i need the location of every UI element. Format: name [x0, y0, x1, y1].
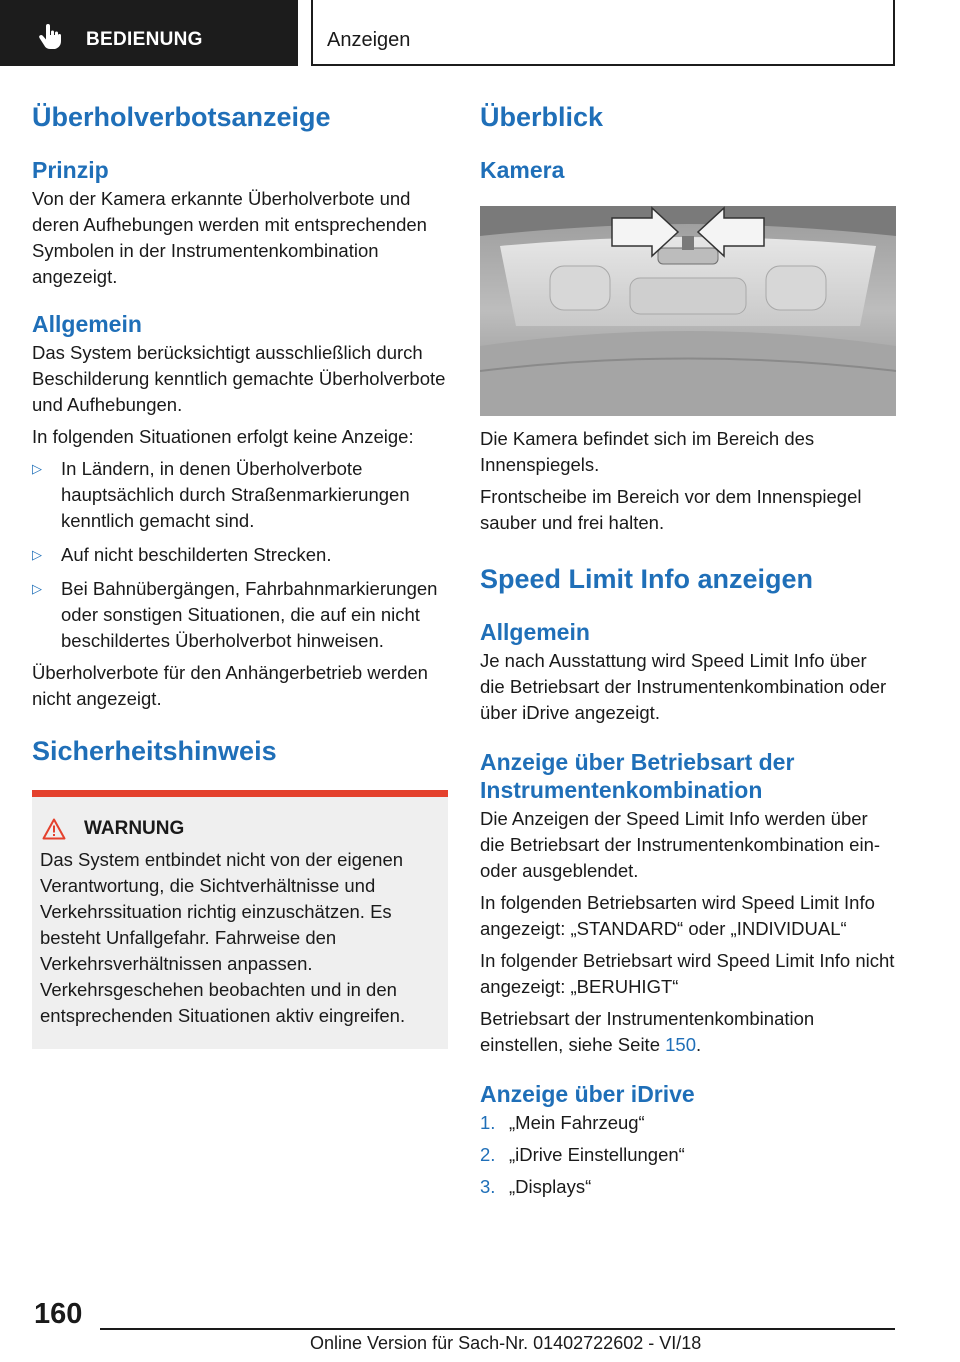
- triangle-bullet-icon: ▷: [32, 581, 42, 596]
- paragraph-allgemein-left: Das System berücksichtigt ausschließlich durch Beschilderung kenntlich gemachte Überholverbote und Aufhebungen.: [32, 342, 446, 415]
- heading-betriebsart: Anzeige über Betriebsart der Instrumentenkombination: [480, 749, 795, 803]
- list-item: ▷ Bei Bahnübergängen, Fahrbahnmarkierungen oder sonstigen Situationen, die auf ein nicht beschildertes Überholverbot hinweisen.: [32, 578, 438, 651]
- paragraph-betriebsart-3: In folgender Betriebsart wird Speed Limit Info nicht angezeigt: „BERUHIGT“: [480, 950, 895, 997]
- warning-title-row: [40, 817, 440, 841]
- right-column: [480, 100, 896, 1200]
- heading-prinzip: Prinzip: [32, 157, 109, 183]
- paragraph-situations-intro: In folgenden Situationen erfolgt keine Anzeige:: [32, 426, 414, 447]
- list-item: 2. „iDrive Einstellungen“: [480, 1144, 685, 1165]
- triangle-bullet-icon: ▷: [32, 547, 42, 562]
- idrive-steps-list: [480, 1110, 896, 1200]
- paragraph-prinzip: Von der Kamera erkannte Überholverbote und deren Aufhebungen werden mit entsprechenden Symbolen in der Instrumentenkombination angezeigt.: [32, 188, 427, 287]
- paragraph-betriebsart-4: Betriebsart der Instrumentenkombination einstellen, siehe Seite 150.: [480, 1008, 815, 1055]
- heading-allgemein-left: Allgemein: [32, 311, 142, 337]
- hand-pointer-icon: [38, 24, 62, 50]
- section-title-sicherheit: Sicherheitshinweis: [32, 736, 277, 766]
- list-item: ▷ Auf nicht beschilderten Strecken.: [32, 542, 448, 568]
- section-tab: [311, 0, 895, 66]
- list-item: ▷ In Ländern, in denen Überholverbote hauptsächlich durch Straßenmarkierungen kenntlich gemacht sind.: [32, 458, 410, 531]
- footer-divider: [100, 1328, 895, 1330]
- paragraph-betriebsart-2: In folgenden Betriebsarten wird Speed Limit Info angezeigt: „STANDARD“ oder „INDIVIDUAL“: [480, 892, 875, 939]
- camera-position-image: [480, 206, 896, 416]
- footer-text: Online Version für Sach-Nr. 01402722602 - VI/18: [310, 1333, 702, 1353]
- heading-kamera: Kamera: [480, 157, 565, 183]
- chapter-label: BEDIENUNG: [86, 29, 203, 50]
- paragraph-camera-clean: Frontscheibe im Bereich vor dem Innenspiegel sauber und frei halten.: [480, 486, 862, 533]
- section-title-speed-limit: Speed Limit Info anzeigen: [480, 564, 814, 594]
- page-header: [0, 0, 960, 66]
- left-column: [32, 100, 448, 1049]
- heading-idrive: Anzeige über iDrive: [480, 1081, 695, 1107]
- page-number: 160: [34, 1298, 83, 1330]
- page-reference-link[interactable]: 150: [665, 1034, 696, 1055]
- warning-box: [32, 797, 448, 1049]
- paragraph-trailer: Überholverbote für den Anhängerbetrieb werden nicht angezeigt.: [32, 662, 428, 709]
- section-label: Anzeigen: [327, 29, 411, 51]
- section-title-ueberblick: Überblick: [480, 102, 604, 132]
- paragraph-allgemein-right: Je nach Ausstattung wird Speed Limit Info über die Betriebsart der Instrumentenkombination oder über iDrive angezeigt.: [480, 650, 887, 723]
- heading-allgemein-right: Allgemein: [480, 619, 590, 645]
- list-item: 1. „Mein Fahrzeug“: [480, 1112, 645, 1133]
- warning-block: [32, 790, 448, 1049]
- warning-triangle-icon: [42, 818, 66, 840]
- warning-title: WARNUNG: [84, 818, 185, 839]
- chapter-tab: [0, 0, 298, 66]
- situations-list: [32, 456, 448, 654]
- list-item: 3. „Displays“: [480, 1176, 592, 1197]
- warning-text: Das System entbindet nicht von der eigenen Verantwortung, die Sichtverhältnisse und Verkehrssituation richtig einzuschätzen. Es besteht Unfallgefahr. Fahrweise den Verkehrsverhältnissen anpassen. Verkehrsgeschehen beobachten und in den entsprechenden Situationen aktiv eingreifen.: [40, 849, 406, 1026]
- paragraph-camera-location: Die Kamera befindet sich im Bereich des Innenspiegels.: [480, 428, 815, 475]
- section-title-ueberholverbot: Überholverbotsanzeige: [32, 102, 331, 132]
- warning-bar: [32, 790, 448, 797]
- triangle-bullet-icon: ▷: [32, 461, 42, 476]
- paragraph-betriebsart-1: Die Anzeigen der Speed Limit Info werden über die Betriebsart der Instrumentenkombination ein- oder ausgeblendet.: [480, 808, 881, 881]
